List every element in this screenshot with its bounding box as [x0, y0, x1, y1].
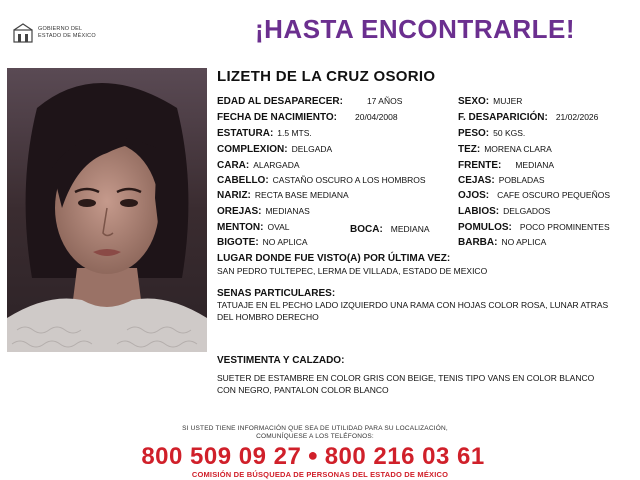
field-sex: SEXO: MUJER — [458, 96, 523, 107]
field-birthdate: FECHA DE NACIMIENTO: 20/04/2008 — [217, 112, 398, 123]
field-complexion: TEZ: MORENA CLARA — [458, 144, 552, 155]
field-chin: MENTON: OVAL — [217, 222, 290, 233]
field-hair: CABELLO: CASTAÑO OSCURO A LOS HOMBROS — [217, 175, 426, 186]
clothing-label: VESTIMENTA Y CALZADO: — [217, 355, 345, 366]
field-disappearance-date: F. DESAPARICIÓN: 21/02/2026 — [458, 112, 599, 123]
last-seen-value: SAN PEDRO TULTEPEC, LERMA DE VILLADA, ESTADO DE MEXICO — [217, 266, 488, 276]
portrait-illustration — [7, 68, 207, 352]
field-height: ESTATURA: 1.5 MTS. — [217, 128, 312, 139]
headline: ¡HASTA ENCONTRARLE! — [255, 14, 576, 44]
field-beard: BARBA: NO APLICA — [458, 237, 547, 248]
phone-number-1[interactable]: 800 509 09 27 — [141, 443, 302, 470]
separator-dot: ● — [307, 445, 319, 465]
field-eyes: OJOS: CAFE OSCURO PEQUEÑOS — [458, 190, 611, 201]
field-eyebrows: CEJAS: POBLADAS — [458, 175, 545, 186]
particular-marks-value: TATUAJE EN EL PECHO LADO IZQUIERDO UNA RAMA CON HOJAS COLOR ROSA, LUNAR ATRAS DEL HOMBRO DERECHO — [217, 300, 609, 322]
field-face: CARA: ALARGADA — [217, 160, 300, 171]
phone-number-2[interactable]: 800 216 03 61 — [324, 443, 485, 470]
particular-marks-label: SENAS PARTICULARES: — [217, 288, 336, 299]
missing-person-photo — [7, 68, 207, 352]
field-nose: NARIZ: RECTA BASE MEDIANA — [217, 190, 349, 201]
field-lips: LABIOS: DELGADOS — [458, 206, 551, 217]
field-age: EDAD AL DESAPARECER: 17 AÑOS — [217, 96, 403, 107]
last-seen-label: LUGAR DONDE FUE VISTO(A) POR ÚLTIMA VEZ: — [217, 253, 451, 264]
field-ears: OREJAS: MEDIANAS — [217, 206, 310, 217]
contact-instructions: SI USTED TIENE INFORMACIÓN QUE SEA DE UTILIDAD PARA SU LOCALIZACIÓN, COMUNÍQUESE A LOS TELÉFONOS: — [182, 425, 448, 440]
field-mustache: BIGOTE: NO APLICA — [217, 237, 308, 248]
government-logo — [12, 20, 132, 46]
field-mouth: BOCA: MEDIANA — [350, 224, 430, 235]
field-build: COMPLEXION: DELGADA — [217, 144, 333, 155]
clothing-value: SUETER DE ESTAMBRE EN COLOR GRIS CON BEIGE, TENIS TIPO VANS EN COLOR BLANCO CON NEGRO, PANTALON COLOR BLANCO — [217, 373, 595, 395]
state-emblem-icon — [12, 22, 34, 44]
commission-name: COMISIÓN DE BÚSQUEDA DE PERSONAS DEL ESTADO DE MÉXICO — [191, 470, 449, 479]
field-weight: PESO: 50 KGS. — [458, 128, 526, 139]
logo-text: GOBIERNO DEL ESTADO DE MÉXICO — [38, 26, 96, 39]
phone-numbers — [108, 443, 518, 471]
person-name: LIZETH DE LA CRUZ OSORIO — [217, 68, 436, 85]
field-cheekbones: POMULOS: POCO PROMINENTES — [458, 222, 610, 233]
field-forehead: FRENTE: MEDIANA — [458, 160, 555, 171]
